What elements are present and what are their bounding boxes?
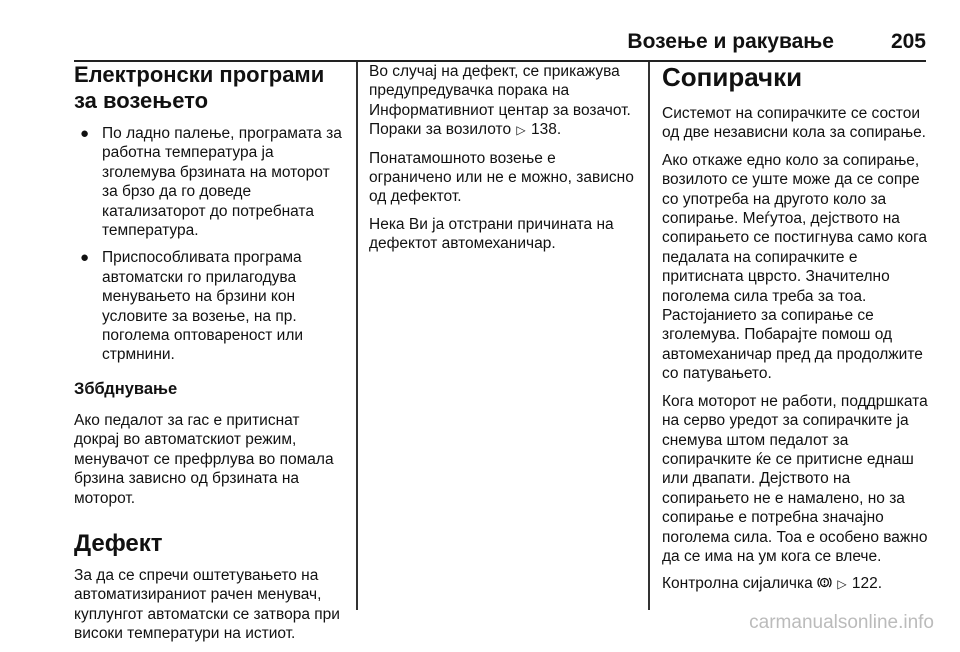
control-lamp-paragraph: [662, 574, 930, 594]
bullet-list: [74, 124, 344, 365]
fault-text: За да се спречи оштетувањето на автоматизираниот рачен менувач, куплунгот автоматски се затвора при високи температури на истиот.: [74, 566, 340, 643]
bullet-text: Приспособливата програма автоматски го прилагодува менувањето на брзини кон условите за возење, на пр. поголема оптовареност или стрмнини.: [102, 249, 304, 364]
workshop-text: Нека Ви ја отстрани причината на дефектот автомеханичар.: [369, 215, 614, 253]
bullet-icon: ●: [80, 249, 90, 267]
column-divider: [648, 62, 650, 610]
brakes-paragraph-3: Кога моторот не работи, поддршката на серво уредот за сопирачките ја снемува штом педалот за сопирачките ќе се притисне еднаш или двапати. Дејството на сопирањето не е намалено, но за сопирање е потребна значајно поголема сила. Тоа е особено важно да се има на ум кога се влече.: [662, 392, 928, 565]
column-middle: [369, 62, 634, 262]
reference-arrow-icon: ▷: [837, 577, 847, 592]
heading-fault: Дефект: [74, 529, 163, 557]
brakes-paragraph-1: Системот на сопирачките се состои од две независни кола за сопирање.: [662, 105, 926, 142]
heading-brakes: Сопирачки: [662, 62, 803, 92]
control-lamp-text: Контролна сијаличка: [662, 575, 813, 593]
fault-message-text: Во случај на дефект, се прикажува предупредувачка порака на Информативниот центар за возачот. Пораки за возилото: [369, 63, 631, 139]
heading-kickdown: Зббднување: [74, 379, 178, 398]
brake-warning-lamp-icon: [817, 575, 832, 590]
column-right: [662, 62, 930, 603]
section-title: Возење и ракување: [627, 30, 834, 53]
page-number: 205: [890, 30, 926, 53]
list-item: [74, 124, 344, 240]
page-header: [74, 28, 926, 62]
list-item: [74, 248, 344, 364]
kickdown-text: Ако педалот за гас е притиснат докрај во автоматскиот режим, менувачот се префрлува во помала брзина зависно од брзината на моторот.: [74, 411, 334, 507]
column-left: [74, 62, 344, 652]
brakes-paragraph-2: Ако откаже едно коло за сопирање, возилото се уште може да се сопре со употреба на другото коло за сопирање. Меѓутоа, дејството на сопирањето се постигнува само кога педалата на сопирачките е притисната цврсто. Значително поголема сила треба за тоа. Растојанието за сопирање се зголемува. Побарајте помош од автомеханичар пред да продолжите со патувањето.: [662, 151, 927, 383]
limited-driving-text: Понатамошното возење е ограничено или не е можно, зависно од дефектот.: [369, 149, 634, 206]
reference-arrow-icon: ▷: [516, 123, 526, 138]
bullet-icon: ●: [80, 125, 90, 142]
page-reference[interactable]: 122.: [851, 575, 883, 593]
heading-electronic-programs: Електронски програми за возењето: [74, 62, 325, 113]
fault-message-paragraph: [369, 62, 634, 141]
watermark: carmanualsonline.info: [749, 612, 934, 633]
bullet-text: По ладно палење, програмата за работна температура ја зголемува брзината на моторот за брзо да го доведе катализаторот до потребната температура.: [102, 125, 342, 240]
page-reference[interactable]: 138.: [530, 121, 562, 139]
column-divider: [356, 62, 358, 610]
